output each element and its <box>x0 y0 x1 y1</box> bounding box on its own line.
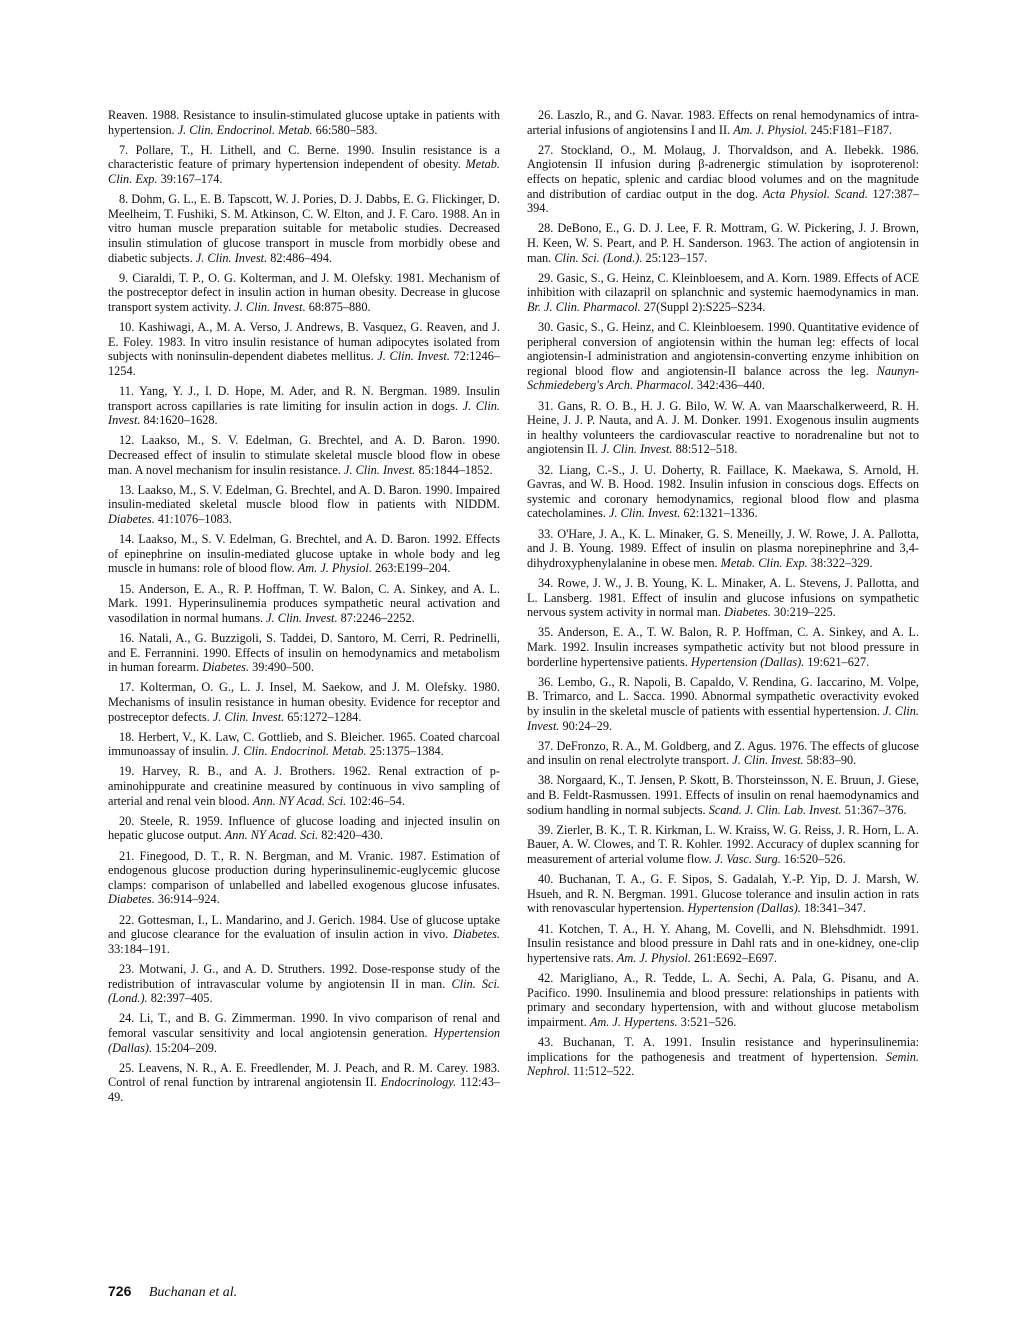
reference-item: 42. Marigliano, A., R. Tedde, L. A. Sechi, A. Pala, G. Pisanu, and A. Pacifico. 1990. Insulinemia and blood pressure: relationships in patients with primary and secondary hypertension, with and without glucose metabolism impairment. Am. J. Hypertens. 3:521–526. <box>527 970 919 1029</box>
reference-item: 34. Rowe, J. W., J. B. Young, K. L. Minaker, A. L. Stevens, J. Pallotta, and L. Lansberg. 1981. Effect of insulin and glucose infusions on sympathetic nervous system activity in normal man. Diabetes. 30:219–225. <box>527 575 919 620</box>
running-head: Buchanan et al. <box>148 1285 238 1300</box>
reference-column-right <box>527 108 919 1084</box>
page-footer <box>108 1283 237 1301</box>
reference-item: 19. Harvey, R. B., and A. J. Brothers. 1962. Renal extraction of p-aminohippurate and creatinine measured by continuous in vivo sampling of arterial and renal vein blood. Ann. NY Acad. Sci. 102:46–54. <box>108 764 500 808</box>
page-number: 726 <box>108 1283 132 1299</box>
reference-item: 20. Steele, R. 1959. Influence of glucose loading and injected insulin on hepatic glucose output. Ann. NY Acad. Sci. 82:420–430. <box>108 813 500 843</box>
reference-item: 9. Ciaraldi, T. P., O. G. Kolterman, and J. M. Olefsky. 1981. Mechanism of the postreceptor defect in insulin action in human obesity. Decrease in glucose transport system activity. J. Clin. Invest. 68:875–880. <box>108 270 500 314</box>
reference-item: 35. Anderson, E. A., T. W. Balon, R. P. Hoffman, C. A. Sinkey, and A. L. Mark. 1992. Insulin increases sympathetic activity but not blood pressure in borderline hypertensive patients. Hypertension (Dallas). 19:621–627. <box>527 625 919 669</box>
reference-item: 8. Dohm, G. L., E. B. Tapscott, W. J. Pories, D. J. Dabbs, E. G. Flickinger, D. Meelheim, T. Fushiki, S. M. Atkinson, C. W. Elton, and J. F. Caro. 1988. An in vitro human muscle preparation suitable for metabolic studies. Decreased insulin stimulation of glucose transport in muscle from morbidly obese and diabetic subjects. J. Clin. Invest. 82:486–494. <box>108 192 500 265</box>
reference-item: 31. Gans, R. O. B., H. J. G. Bilo, W. W. A. van Maarschalkerweerd, R. H. Heine, J. J. P. Nauta, and A. J. M. Donker. 1991. Exogenous insulin augments in healthy volunteers the cardiovascular reactive to noradrenaline but not to angiotensin II. J. Clin. Invest. 88:512–518. <box>527 398 919 457</box>
reference-item: 39. Zierler, B. K., T. R. Kirkman, L. W. Kraiss, W. G. Reiss, J. R. Horn, L. A. Bauer, A. W. Clowes, and T. R. Kohler. 1992. Accuracy of duplex scanning for measurement of arterial volume flow. J. Vasc. Surg. 16:520–526. <box>527 822 919 867</box>
reference-item: 22. Gottesman, I., L. Mandarino, and J. Gerich. 1984. Use of glucose uptake and glucose clearance for the evaluation of insulin action in vivo. Diabetes. 33:184–191. <box>108 912 500 956</box>
reference-item: 11. Yang, Y. J., I. D. Hope, M. Ader, and R. N. Bergman. 1989. Insulin transport across capillaries is rate limiting for insulin action in dogs. J. Clin. Invest. 84:1620–1628. <box>108 384 500 428</box>
reference-item: 13. Laakso, M., S. V. Edelman, G. Brechtel, and A. D. Baron. 1990. Impaired insulin-mediated skeletal muscle blood flow in patients with NIDDM. Diabetes. 41:1076–1083. <box>108 482 500 526</box>
reference-item: 16. Natali, A., G. Buzzigoli, S. Taddei, D. Santoro, M. Cerri, R. Pedrinelli, and E. Ferrannini. 1990. Effects of insulin on hemodynamics and metabolism in human forearm. Diabetes. 39:490–500. <box>108 630 500 675</box>
reference-item: 12. Laakso, M., S. V. Edelman, G. Brechtel, and A. D. Baron. 1990. Decreased effect of insulin to stimulate skeletal muscle blood flow in obese man. A novel mechanism for insulin resistance. J. Clin. Invest. 85:1844–1852. <box>108 433 500 477</box>
reference-item: 29. Gasic, S., G. Heinz, C. Kleinbloesem, and A. Korn. 1989. Effects of ACE inhibition with cilazapril on splanchnic and systemic haemodynamics in man. Br. J. Clin. Pharmacol. 27(Suppl 2):S225–S234. <box>527 270 919 314</box>
reference-item: 27. Stockland, O., M. Molaug, J. Thorvaldson, and A. Ilebekk. 1986. Angiotensin II infusion during β-adrenergic stimulation by isoproterenol: effects on hepatic, splenic and cardiac blood volumes and on the magnitude and distribution of cardiac output in the dog. Acta Physiol. Scand. 127:387–394. <box>527 142 919 216</box>
reference-item: 43. Buchanan, T. A. 1991. Insulin resistance and hyperinsulinemia: implications for the pathogenesis and treatment of hypertension. Semin. Nephrol. 11:512–522. <box>527 1034 920 1079</box>
reference-item: 37. DeFronzo, R. A., M. Goldberg, and Z. Agus. 1976. The effects of glucose and insulin on renal electrolyte transport. J. Clin. Invest. 58:83–90. <box>527 738 919 768</box>
reference-item: 18. Herbert, V., K. Law, C. Gottlieb, and S. Bleicher. 1965. Coated charcoal immunoassay of insulin. J. Clin. Endocrinol. Metab. 25:1375–1384. <box>108 729 500 759</box>
reference-item: 15. Anderson, E. A., R. P. Hoffman, T. W. Balon, C. A. Sinkey, and A. L. Mark. 1991. Hyperinsulinemia produces sympathetic neural activation and vasodilation in normal humans. J. Clin. Invest. 87:2246–2252. <box>108 581 500 625</box>
reference-item: 33. O'Hare, J. A., K. L. Minaker, G. S. Meneilly, J. W. Rowe, J. A. Pallotta, and J. B. Young. 1989. Effect of insulin on plasma norepinephrine and 3,4-dihydroxyphenylalanine in obese men. Metab. Clin. Exp. 38:322–329. <box>527 526 919 570</box>
reference-item: 23. Motwani, J. G., and A. D. Struthers. 1992. Dose-response study of the redistribution of intravascular volume by angiotensin II in man. Clin. Sci. (Lond.). 82:397–405. <box>108 961 500 1006</box>
reference-item: 38. Norgaard, K., T. Jensen, P. Skott, B. Thorsteinsson, N. E. Bruun, J. Giese, and B. Feldt-Rasmussen. 1991. Effects of insulin on renal haemodynamics and sodium handling in normal subjects. Scand. J. Clin. Lab. Invest. 51:367–376. <box>527 773 919 817</box>
reference-item: 7. Pollare, T., H. Lithell, and C. Berne. 1990. Insulin resistance is a characteristic feature of primary hypertension independent of obesity. Metab. Clin. Exp. 39:167–174. <box>108 142 500 186</box>
reference-item: 41. Kotchen, T. A., H. Y. Ahang, M. Covelli, and N. Blehsdhmidt. 1991. Insulin resistance and blood pressure in Dahl rats and in one-kidney, one-clip hypertensive rats. Am. J. Physiol. 261:E692–E697. <box>527 921 919 965</box>
reference-item: 32. Liang, C.-S., J. U. Doherty, R. Faillace, K. Maekawa, S. Arnold, H. Gavras, and W. B. Hood. 1982. Insulin infusion in conscious dogs. Effects on systemic and coronary hemodynamics, regional blood flow and plasma catecholamines. J. Clin. Invest. 62:1321–1336. <box>527 462 919 521</box>
reference-item: 24. Li, T., and B. G. Zimmerman. 1990. In vivo comparison of renal and femoral vascular sensitivity and local angiotensin generation. Hypertension (Dallas). 15:204–209. <box>108 1011 500 1055</box>
reference-item: 17. Kolterman, O. G., L. J. Insel, M. Saekow, and J. M. Olefsky. 1980. Mechanisms of insulin resistance in human obesity. Evidence for receptor and postreceptor defects. J. Clin. Invest. 65:1272–1284. <box>108 680 500 724</box>
reference-item: 30. Gasic, S., G. Heinz, and C. Kleinbloesem. 1990. Quantitative evidence of peripheral conversion of angiotensin within the human leg: effects of local angiotensin-I administration and angiotensin-converting enzyme inhibition on regional blood flow and angiotensin-II balance across the leg. Naunyn-Schmiedeberg's Arch. Pharmacol. 342:436–440. <box>527 320 920 393</box>
reference-item: 36. Lembo, G., R. Napoli, B. Capaldo, V. Rendina, G. Iaccarino, M. Volpe, B. Trimarco, and L. Sacca. 1990. Abnormal sympathetic overactivity evoked by insulin in the skeletal muscle of patients with essential hypertension. J. Clin. Invest. 90:24–29. <box>527 674 919 733</box>
reference-item: Reaven. 1988. Resistance to insulin-stimulated glucose uptake in patients with hypertension. J. Clin. Endocrinol. Metab. 66:580–583. <box>108 108 500 137</box>
reference-column-left <box>108 108 500 1110</box>
reference-item: 25. Leavens, N. R., A. E. Freedlender, M. J. Peach, and R. M. Carey. 1983. Control of renal function by intrarenal angiotensin II. Endocrinology. 112:43–49. <box>108 1060 500 1104</box>
reference-item: 28. DeBono, E., G. D. J. Lee, F. R. Mottram, G. W. Pickering, J. J. Brown, H. Keen, W. S. Peart, and P. H. Sanderson. 1963. The action of angiotensin in man. Clin. Sci. (Lond.). 25:123–157. <box>527 221 919 265</box>
reference-item: 10. Kashiwagi, A., M. A. Verso, J. Andrews, B. Vasquez, G. Reaven, and J. E. Foley. 1983. In vitro insulin resistance of human adipocytes isolated from subjects with noninsulin-dependent diabetes mellitus. J. Clin. Invest. 72:1246–1254. <box>108 320 501 378</box>
reference-item: 14. Laakso, M., S. V. Edelman, G. Brechtel, and A. D. Baron. 1992. Effects of epinephrine on insulin-mediated glucose uptake in whole body and leg muscle in humans: role of blood flow. Am. J. Physiol. 263:E199–204. <box>108 532 500 576</box>
reference-item: 21. Finegood, D. T., R. N. Bergman, and M. Vranic. 1987. Estimation of endogenous glucose production during hyperinsulinemic-euglycemic glucose clamps: comparison of unlabelled and labelled exogenous glucose infusates. Diabetes. 36:914–924. <box>108 848 500 907</box>
reference-item: 40. Buchanan, T. A., G. F. Sipos, S. Gadalah, Y.-P. Yip, D. J. Marsh, W. Hsueh, and R. N. Bergman. 1991. Glucose tolerance and insulin action in rats with renovascular hypertension. Hypertension (Dallas). 18:341–347. <box>527 872 919 916</box>
reference-item: 26. Laszlo, R., and G. Navar. 1983. Effects on renal hemodynamics of intra-arterial infusions of angiotensins I and II. Am. J. Physiol. 245:F181–F187. <box>527 108 919 137</box>
